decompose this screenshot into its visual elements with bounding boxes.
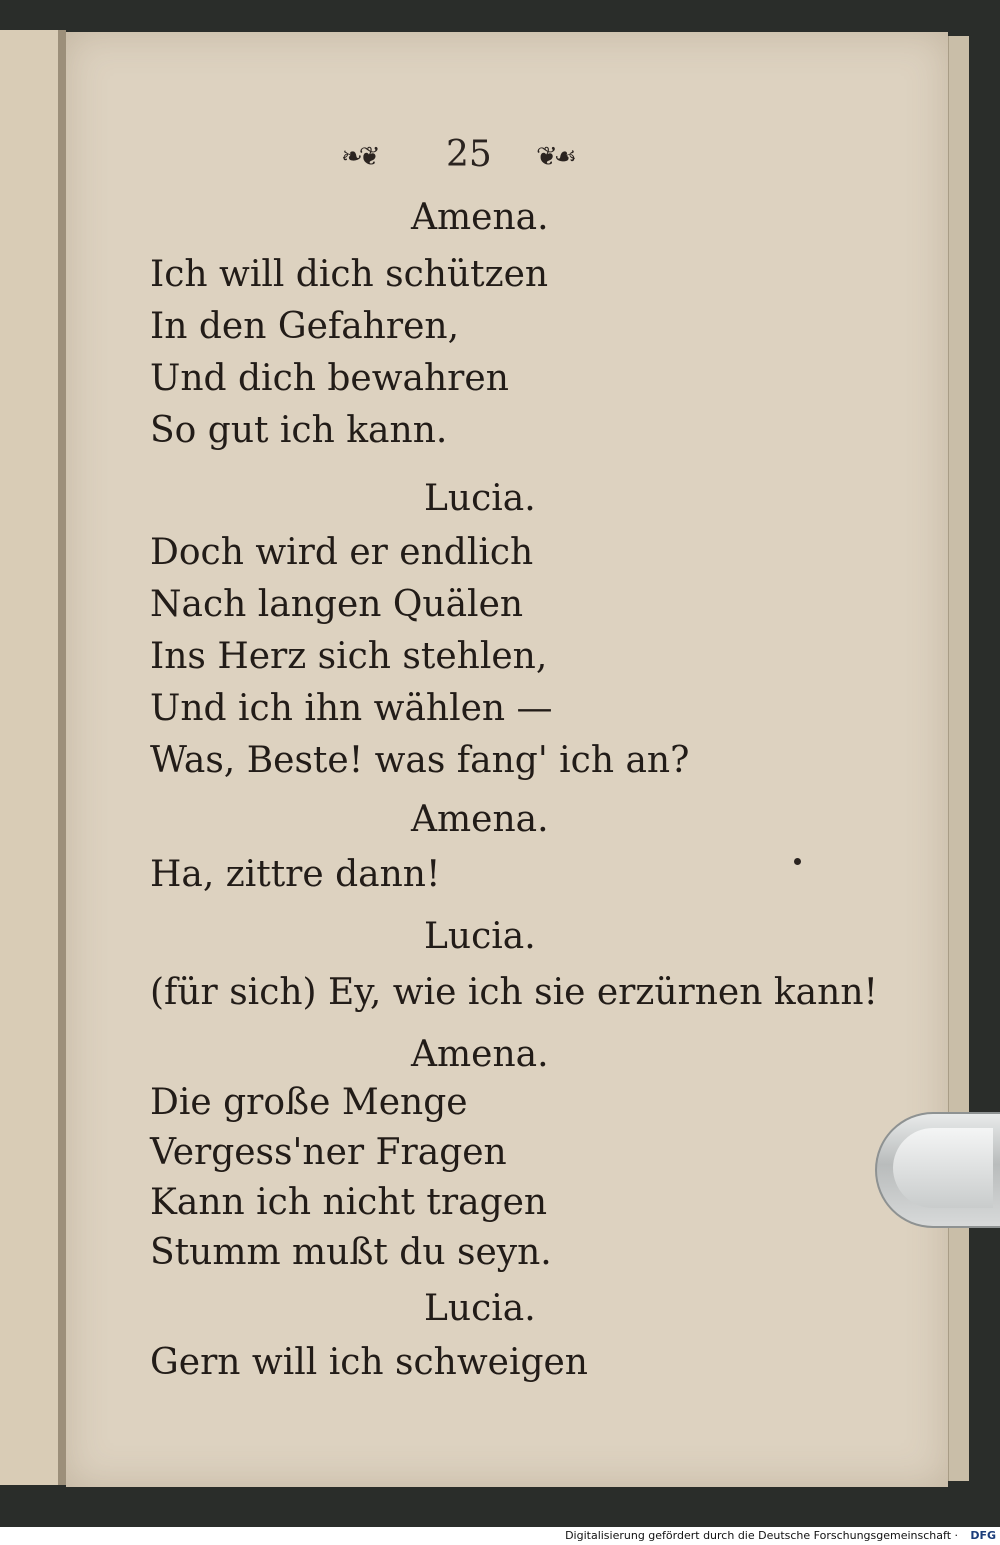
footer-bar <box>0 1527 1000 1545</box>
verse-line: Nach langen Quälen <box>150 584 524 625</box>
verse-line: Doch wird er endlich <box>150 532 534 573</box>
page-stack-edge <box>948 36 969 1481</box>
ornament-left-icon: ❧❦ <box>341 142 377 172</box>
speaker-name: Amena. <box>411 197 549 238</box>
funding-credit: Digitalisierung gefördert durch die Deutsche Forschungsgemeinschaft · <box>565 1529 958 1542</box>
speaker-name: Amena. <box>411 799 549 840</box>
speaker-name: Lucia. <box>424 478 536 519</box>
verse-line: Die große Menge <box>150 1082 468 1123</box>
verse-line: Kann ich nicht tragen <box>150 1182 548 1223</box>
verse-line: Und dich bewahren <box>150 358 509 399</box>
page-clip-highlight <box>893 1128 993 1208</box>
left-page-edge <box>0 30 62 1485</box>
verse-line: (für sich) Ey, wie ich sie erzürnen kann! <box>150 972 878 1013</box>
speaker-name: Lucia. <box>424 916 536 957</box>
verse-line: In den Gefahren, <box>150 306 460 347</box>
verse-line: Stumm mußt du seyn. <box>150 1232 552 1273</box>
verse-line: Und ich ihn wählen — <box>150 688 553 729</box>
verse-line: Ich will dich schützen <box>150 254 549 295</box>
verse-line: Ha, zittre dann! <box>150 854 441 895</box>
page-clip <box>875 1112 1000 1228</box>
verse-line: Gern will ich schweigen <box>150 1342 588 1383</box>
verse-line: Was, Beste! was fang' ich an? <box>150 740 690 781</box>
verse-line: Vergess'ner Fragen <box>150 1132 507 1173</box>
ornament-right-icon: ❦☙ <box>536 142 574 172</box>
page-number: 25 <box>446 134 492 175</box>
ink-dot <box>794 858 801 865</box>
speaker-name: Amena. <box>411 1034 549 1075</box>
page-header <box>66 124 948 184</box>
book-page <box>66 32 948 1487</box>
dfg-logo: DFG <box>970 1529 996 1542</box>
book-gutter <box>58 30 66 1485</box>
speaker-name: Lucia. <box>424 1288 536 1329</box>
verse-line: Ins Herz sich stehlen, <box>150 636 548 677</box>
verse-line: So gut ich kann. <box>150 410 448 451</box>
